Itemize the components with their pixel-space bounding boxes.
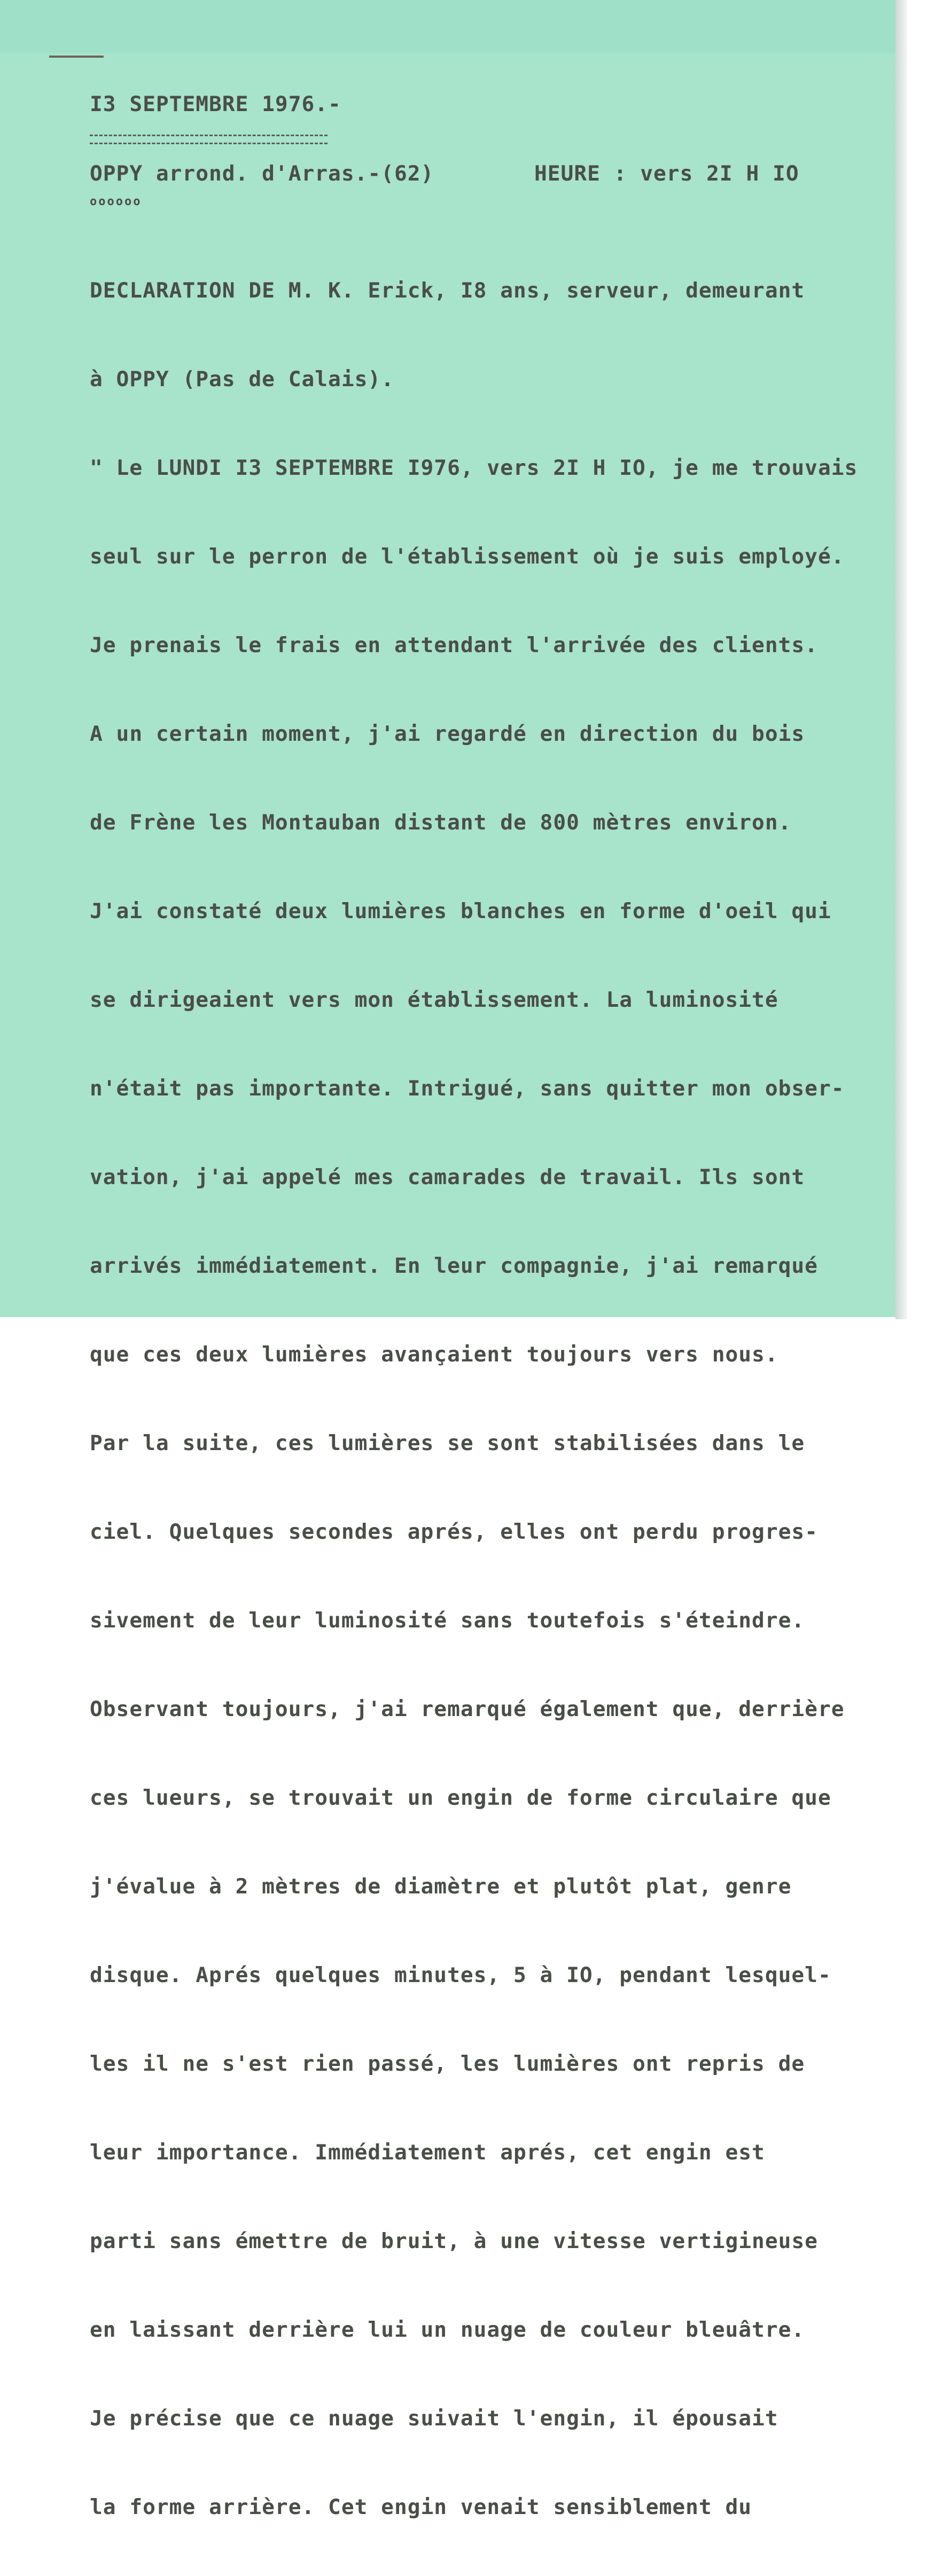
text-line: n'était pas importante. Intrigué, sans quitter mon obser- (90, 1076, 845, 1101)
text-line: ces lueurs, se trouvait un engin de forme circulaire que (90, 1786, 831, 1810)
text-line: Observant toujours, j'ai remarqué également que, derrière (90, 1697, 845, 1721)
text-line: J'ai constaté deux lumières blanches en forme d'oeil qui (90, 899, 831, 923)
text-line: que ces deux lumières avançaient toujours vers nous. (90, 1342, 778, 1367)
time-line: HEURE : vers 2I H IO (534, 161, 799, 186)
text-line: Je précise que ce nuage suivait l'engin, il épousait (90, 2406, 778, 2431)
text-line: leur importance. Immédiatement aprés, cet engin est (90, 2140, 765, 2165)
text-line: parti sans émettre de bruit, à une vitesse vertigineuse (90, 2229, 818, 2253)
text-line: de Frène les Montauban distant de 800 mètres environ. (90, 810, 792, 835)
text-line: arrivés immédiatement. En leur compagnie, j'ai remarqué (90, 1254, 818, 1278)
location-underline: oooooo (90, 195, 142, 208)
text-line: " Le LUNDI I3 SEPTEMBRE I976, vers 2I H IO, je me trouvais (90, 456, 858, 480)
date-underline (90, 135, 328, 144)
declaration-body (90, 222, 858, 2576)
text-line: se dirigeaient vers mon établissement. La luminosité (90, 988, 778, 1012)
text-line: disque. Aprés quelques minutes, 5 à IO, pendant lesquel- (90, 1963, 831, 1987)
text-line: j'évalue à 2 mètres de diamètre et plutôt plat, genre (90, 1874, 792, 1899)
text-line: vation, j'ai appelé mes camarades de travail. Ils sont (90, 1165, 805, 1189)
location-line: OPPY arrond. d'Arras.-(62) (90, 161, 434, 186)
text-line: A un certain moment, j'ai regardé en direction du bois (90, 722, 805, 746)
text-line: à OPPY (Pas de Calais). (90, 367, 394, 392)
text-line: sivement de leur luminosité sans toutefois s'éteindre. (90, 1608, 805, 1633)
text-line: Je prenais le frais en attendant l'arrivée des clients. (90, 633, 818, 657)
date-heading: I3 SEPTEMBRE 1976.- (90, 92, 341, 116)
text-line: les il ne s'est rien passé, les lumières ont repris de (90, 2052, 805, 2076)
text-line: la forme arrière. Cet engin venait sensiblement du (90, 2495, 752, 2519)
text-line: ciel. Quelques secondes aprés, elles ont perdu progres- (90, 1520, 818, 1544)
text-line: Par la suite, ces lumières se sont stabilisées dans le (90, 1431, 805, 1455)
text-line: seul sur le perron de l'établissement où je suis employé. (90, 544, 845, 569)
text-line: DECLARATION DE M. K. Erick, I8 ans, serveur, demeurant (90, 278, 805, 303)
text-line: en laissant derrière lui un nuage de couleur bleuâtre. (90, 2317, 805, 2342)
